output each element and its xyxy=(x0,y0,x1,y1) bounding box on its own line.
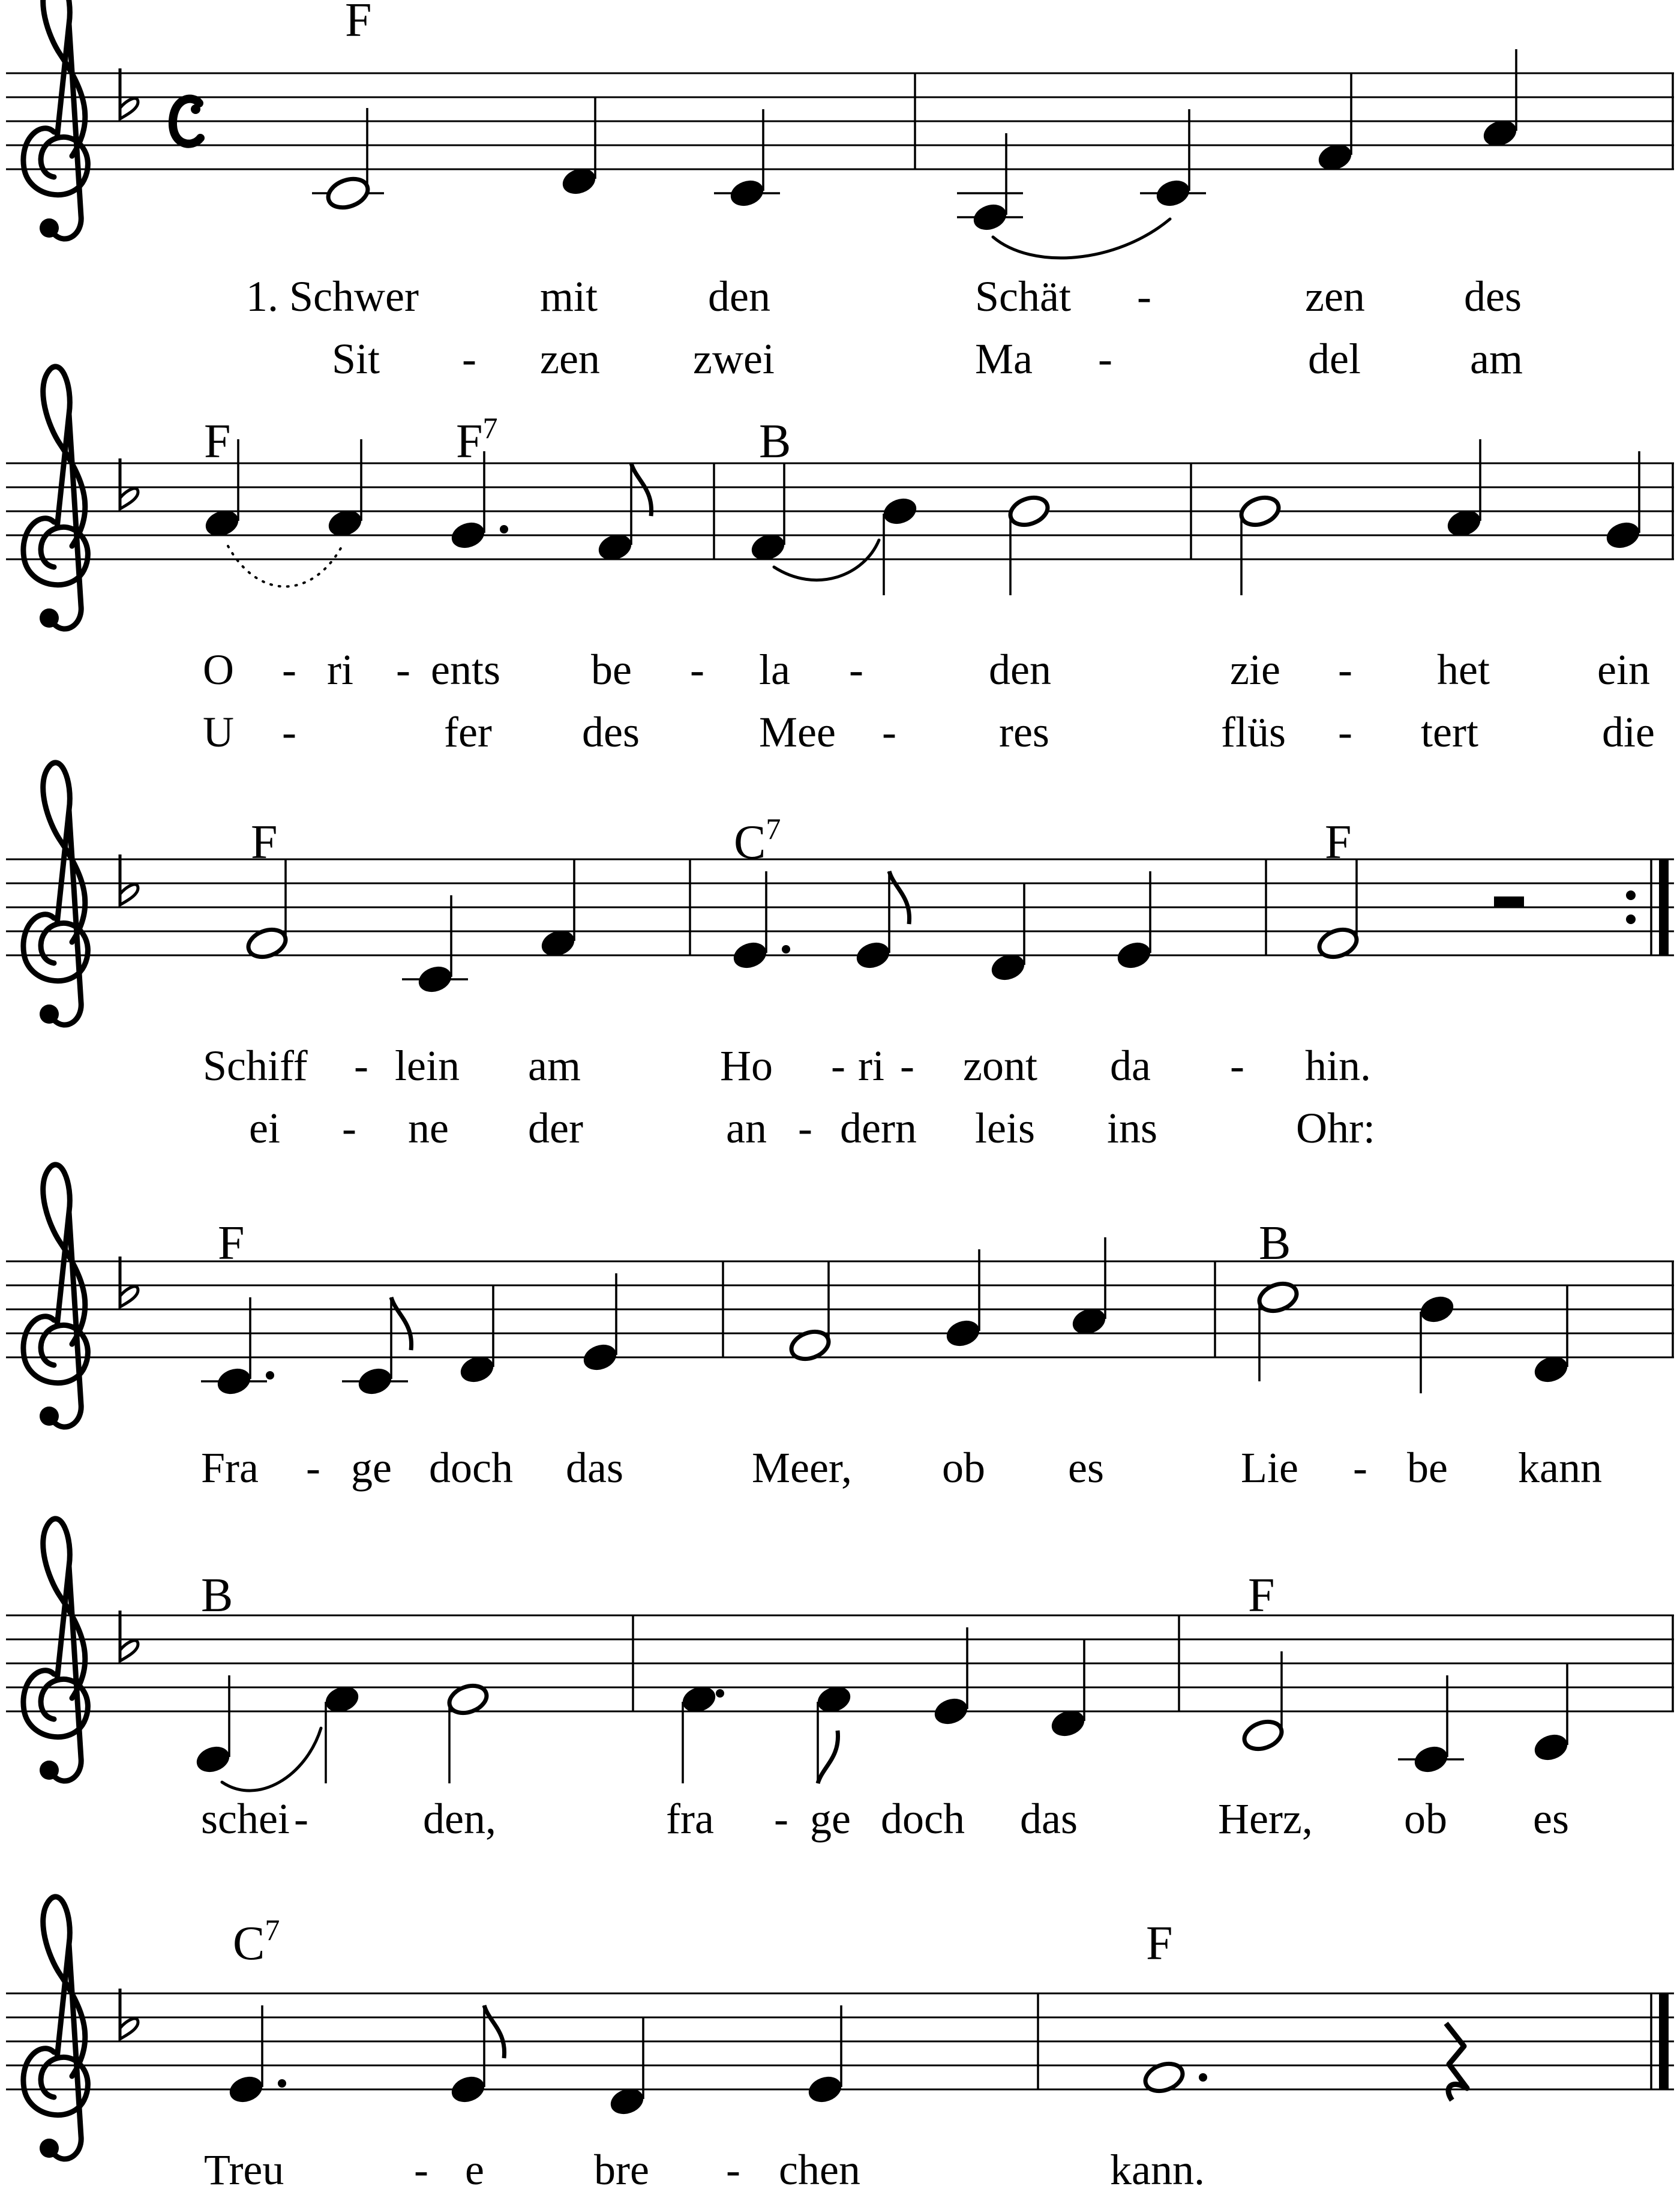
lyric-syllable: - xyxy=(726,2146,740,2186)
note xyxy=(245,859,290,962)
note xyxy=(748,463,788,564)
lyric-syllable: O xyxy=(203,646,234,694)
lyric-syllable: das xyxy=(566,1444,623,1492)
lyric-syllable: - xyxy=(462,335,476,383)
lyric-syllable: res xyxy=(999,708,1049,756)
lyric-syllable: hin. xyxy=(1305,1042,1372,1090)
flat-sign-icon xyxy=(120,1989,138,2039)
chord-symbol: F xyxy=(1248,1569,1275,1622)
lyric-syllable: kann xyxy=(1518,1444,1602,1492)
system-2 xyxy=(6,367,1674,629)
lyric-syllable: Lie xyxy=(1241,1444,1298,1492)
chord-symbol: F xyxy=(1325,816,1352,869)
lyric-syllable: doch xyxy=(881,1795,965,1843)
chord-symbol: F xyxy=(218,1217,245,1270)
half-rest-icon xyxy=(1494,896,1524,907)
note xyxy=(1531,1663,1571,1764)
note xyxy=(805,2005,845,2106)
lyric-syllable: ob xyxy=(942,1444,985,1492)
lyric-syllable: des xyxy=(1464,272,1522,320)
flat-sign-icon xyxy=(120,1257,138,1307)
lyric-syllable: ri xyxy=(327,646,353,694)
lyric-syllable: am xyxy=(528,1042,581,1090)
note xyxy=(538,859,578,960)
note xyxy=(988,883,1028,984)
lyric-syllable: Treu xyxy=(204,2146,284,2186)
note xyxy=(559,97,599,198)
chord-symbol: $C^7$ xyxy=(233,1913,280,1970)
lyric-syllable: zie xyxy=(1230,646,1280,694)
note xyxy=(1480,49,1520,150)
staff-lines xyxy=(6,73,1674,169)
lyric-syllable: mit xyxy=(540,272,598,320)
treble-clef-icon xyxy=(23,1519,88,1781)
note xyxy=(1140,109,1206,210)
chord-symbol: F xyxy=(345,0,372,47)
lyric-syllable: Ma xyxy=(975,335,1033,383)
note xyxy=(595,463,652,564)
note xyxy=(814,1683,854,1783)
lyric-syllable: - xyxy=(354,1042,368,1090)
chord-symbol: $F^7$ xyxy=(456,411,498,468)
lyric-syllable: Sit xyxy=(332,335,380,383)
note xyxy=(342,1297,412,1398)
note xyxy=(853,871,910,972)
note xyxy=(1114,871,1154,972)
lyric-syllable: zen xyxy=(1305,272,1365,320)
flat-sign-icon xyxy=(120,1611,138,1661)
slur xyxy=(993,219,1170,258)
lyric-syllable: - xyxy=(1353,1444,1367,1492)
chord-symbol: $C^7$ xyxy=(734,812,781,869)
lyric-syllable: - xyxy=(774,1795,788,1843)
chord-symbol: F xyxy=(1146,1917,1173,1970)
lyric-syllable: ge xyxy=(351,1444,392,1492)
chord-symbol: B xyxy=(759,415,791,468)
lyric-syllable: U xyxy=(203,708,234,756)
lyric-syllable: fra xyxy=(666,1795,714,1843)
flat-sign-icon xyxy=(120,854,138,905)
treble-clef-icon xyxy=(23,1897,88,2159)
note xyxy=(1069,1237,1109,1338)
lyric-syllable: Ohr: xyxy=(1296,1104,1375,1152)
lyric-syllable: - xyxy=(849,646,863,694)
lyric-syllable: e xyxy=(465,2146,484,2186)
lyric-syllable: zont xyxy=(963,1042,1037,1090)
note xyxy=(1007,493,1052,595)
note xyxy=(1048,1639,1088,1740)
staff-lines xyxy=(6,463,1674,559)
lyric-syllable: - xyxy=(831,1042,845,1090)
note xyxy=(226,2005,286,2106)
note xyxy=(322,1683,362,1783)
flat-sign-icon xyxy=(120,458,138,509)
lyric-syllable: des xyxy=(582,708,640,756)
lyric-syllable: am xyxy=(1470,335,1523,383)
lyric-syllable: da xyxy=(1110,1042,1151,1090)
chord-symbol: B xyxy=(201,1569,233,1622)
chord-symbol: F xyxy=(251,816,278,869)
note xyxy=(957,133,1023,234)
note xyxy=(446,1681,491,1783)
lyric-syllable: - xyxy=(342,1104,356,1152)
lyric-syllable: - xyxy=(282,708,296,756)
lyric-syllable: den xyxy=(989,646,1051,694)
note xyxy=(580,1273,620,1374)
note xyxy=(1315,73,1355,174)
lyric-syllable: - xyxy=(882,708,896,756)
lyric-syllable: Mee xyxy=(759,708,836,756)
treble-clef-icon xyxy=(23,0,88,239)
note xyxy=(679,1683,724,1783)
lyric-syllable: flüs xyxy=(1221,708,1286,756)
lyric-syllable: bre xyxy=(594,2146,649,2186)
lyric-syllable: das xyxy=(1020,1795,1078,1843)
treble-clef-icon xyxy=(23,367,88,629)
lyric-syllable: es xyxy=(1533,1795,1569,1843)
note xyxy=(1238,493,1283,595)
note xyxy=(1444,439,1484,540)
lyric-syllable: ri xyxy=(858,1042,884,1090)
lyric-syllable: zen xyxy=(540,335,600,383)
note xyxy=(1241,1651,1286,1754)
lyric-syllable: - xyxy=(690,646,704,694)
lyric-syllable: ge xyxy=(810,1795,851,1843)
slur xyxy=(222,1728,321,1791)
lyric-syllable: tert xyxy=(1421,708,1478,756)
lyric-syllable: - xyxy=(1137,272,1151,320)
lyric-syllable: - xyxy=(396,646,410,694)
lyric-syllable: kann. xyxy=(1110,2146,1205,2186)
system-1 xyxy=(6,0,1674,258)
lyric-syllable: - xyxy=(294,1795,308,1843)
note xyxy=(730,871,790,972)
lyric-syllable: Ho xyxy=(720,1042,773,1090)
system-5 xyxy=(6,1519,1674,1791)
system-3 xyxy=(6,763,1674,1025)
treble-clef-icon xyxy=(23,1165,88,1427)
note xyxy=(714,109,780,210)
lyric-syllable: die xyxy=(1602,708,1655,756)
lyric-syllable: be xyxy=(591,646,632,694)
lyric-syllable: be xyxy=(1407,1444,1448,1492)
note xyxy=(880,494,920,595)
chord-symbol: F xyxy=(204,415,231,468)
lyric-syllable: ei xyxy=(249,1104,280,1152)
lyric-syllable: ents xyxy=(431,646,500,694)
lyric-syllable: den, xyxy=(423,1795,496,1843)
flat-sign-icon xyxy=(120,68,138,119)
lyric-syllable: - xyxy=(900,1042,914,1090)
note xyxy=(1256,1279,1301,1381)
note xyxy=(312,108,384,212)
lyric-syllable: der xyxy=(528,1104,583,1152)
lyric-syllable: - xyxy=(414,2146,428,2186)
treble-clef-icon xyxy=(23,763,88,1025)
lyric-syllable: - xyxy=(1098,335,1112,383)
lyric-syllable: la xyxy=(759,646,790,694)
chord-symbol: B xyxy=(1259,1217,1291,1270)
note xyxy=(931,1627,971,1728)
lyric-syllable: - xyxy=(1338,708,1352,756)
note xyxy=(1398,1675,1464,1776)
lyric-syllable: zwei xyxy=(693,335,775,383)
lyric-syllable: - xyxy=(1230,1042,1244,1090)
lyric-syllable: - xyxy=(282,646,296,694)
lyric-syllable: den xyxy=(708,272,770,320)
lyric-syllable: - xyxy=(306,1444,320,1492)
lyric-syllable: del xyxy=(1308,335,1361,383)
note xyxy=(607,2017,647,2118)
lyric-syllable: chen xyxy=(779,2146,860,2186)
lyric-syllable: doch xyxy=(429,1444,513,1492)
note xyxy=(1417,1293,1457,1393)
note xyxy=(1603,451,1643,552)
system-4 xyxy=(6,1165,1674,1427)
lyric-syllable: Schät xyxy=(975,272,1071,320)
lyric-syllable: Herz, xyxy=(1218,1795,1313,1843)
note xyxy=(193,1675,233,1776)
lyric-syllable: Meer, xyxy=(752,1444,853,1492)
lyric-syllable: 1. Schwer xyxy=(246,272,419,320)
lyric-syllable: es xyxy=(1068,1444,1104,1492)
note xyxy=(457,1285,497,1386)
lyric-syllable: - xyxy=(1338,646,1352,694)
lyric-syllable: leis xyxy=(975,1104,1035,1152)
lyric-syllable: fer xyxy=(444,708,492,756)
lyric-syllable: Schiff xyxy=(203,1042,308,1090)
lyric-syllable: het xyxy=(1437,646,1490,694)
note xyxy=(943,1249,983,1350)
note xyxy=(402,895,468,996)
note xyxy=(1531,1285,1571,1386)
lyric-syllable: dern xyxy=(840,1104,917,1152)
note xyxy=(325,439,365,540)
note xyxy=(1316,859,1361,962)
lyric-syllable: an xyxy=(726,1104,767,1152)
lyric-syllable: lein xyxy=(395,1042,460,1090)
note xyxy=(448,2005,505,2106)
dotted-slur xyxy=(228,546,342,587)
note xyxy=(788,1261,833,1364)
note xyxy=(201,1297,274,1398)
staff-lines xyxy=(6,1993,1674,2089)
lyric-syllable: schei xyxy=(201,1795,290,1843)
lyric-syllable: ein xyxy=(1597,646,1650,694)
lyric-syllable: ob xyxy=(1404,1795,1447,1843)
lyric-syllable: Fra xyxy=(201,1444,259,1492)
lyric-syllable: ins xyxy=(1107,1104,1158,1152)
lyric-syllable: - xyxy=(798,1104,812,1152)
lyric-syllable: ne xyxy=(408,1104,449,1152)
